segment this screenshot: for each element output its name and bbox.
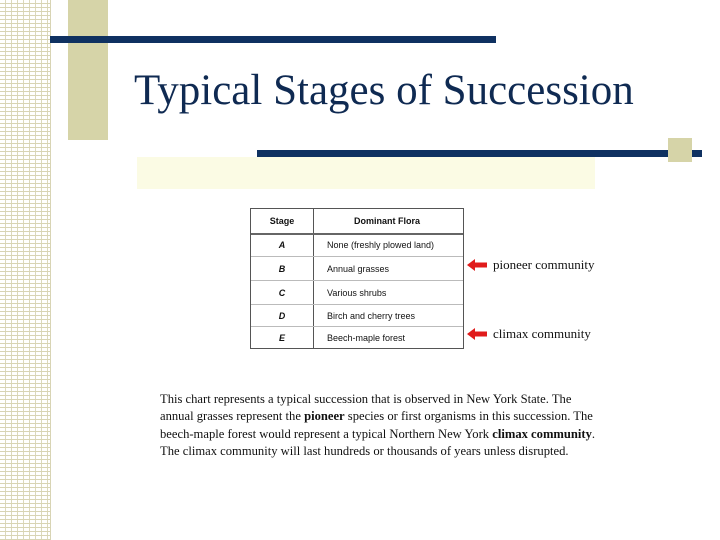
- pioneer-emphasis: pioneer: [304, 409, 345, 424]
- stage-cell: D: [278, 310, 286, 321]
- table-header-row: [251, 209, 463, 235]
- decorative-olive-block: [68, 0, 108, 140]
- climax-community-callout: climax community: [493, 326, 591, 341]
- decorative-olive-square: [668, 138, 692, 162]
- slide-title: Typical Stages of Succession: [134, 67, 634, 114]
- decorative-top-bar: [50, 36, 496, 43]
- flora-cell: None (freshly plowed land): [327, 239, 435, 250]
- flora-cell: Various shrubs: [327, 287, 387, 298]
- flora-cell: Birch and cherry trees: [327, 310, 416, 321]
- stage-cell: B: [278, 263, 286, 274]
- red-arrow-icon: [467, 259, 487, 271]
- succession-stage-table: [250, 208, 464, 349]
- decorative-stripe-column: [0, 0, 51, 540]
- flora-cell: Annual grasses: [327, 263, 390, 274]
- explanation-paragraph: [160, 391, 600, 460]
- table-row: [251, 233, 463, 256]
- table-row: [251, 257, 463, 280]
- table-row: [251, 305, 463, 326]
- decorative-divider-bar: [257, 150, 702, 157]
- flora-cell: Beech-maple forest: [327, 332, 406, 343]
- stage-cell: C: [278, 287, 286, 298]
- table-row: [251, 327, 463, 348]
- climax-emphasis: climax community: [492, 426, 592, 441]
- red-arrow-icon: [467, 328, 487, 340]
- paragraph-text: species or first organisms in this succession. The beech-maple forest would represent a typical Northern New York: [160, 409, 593, 441]
- stage-cell: A: [278, 239, 286, 250]
- stage-cell: E: [278, 332, 285, 343]
- header-stage: Stage: [269, 216, 295, 226]
- decorative-cream-strip: [137, 157, 595, 189]
- paragraph-text: This chart represents a typical succession that is observed in New York State. The annual grasses represent the: [160, 392, 572, 424]
- header-dominant-flora: Dominant Flora: [353, 216, 420, 226]
- paragraph-text: . The climax community will last hundreds or thousands of years unless disrupted.: [160, 426, 596, 458]
- table-row: [251, 281, 463, 304]
- pioneer-community-callout: pioneer community: [493, 257, 595, 272]
